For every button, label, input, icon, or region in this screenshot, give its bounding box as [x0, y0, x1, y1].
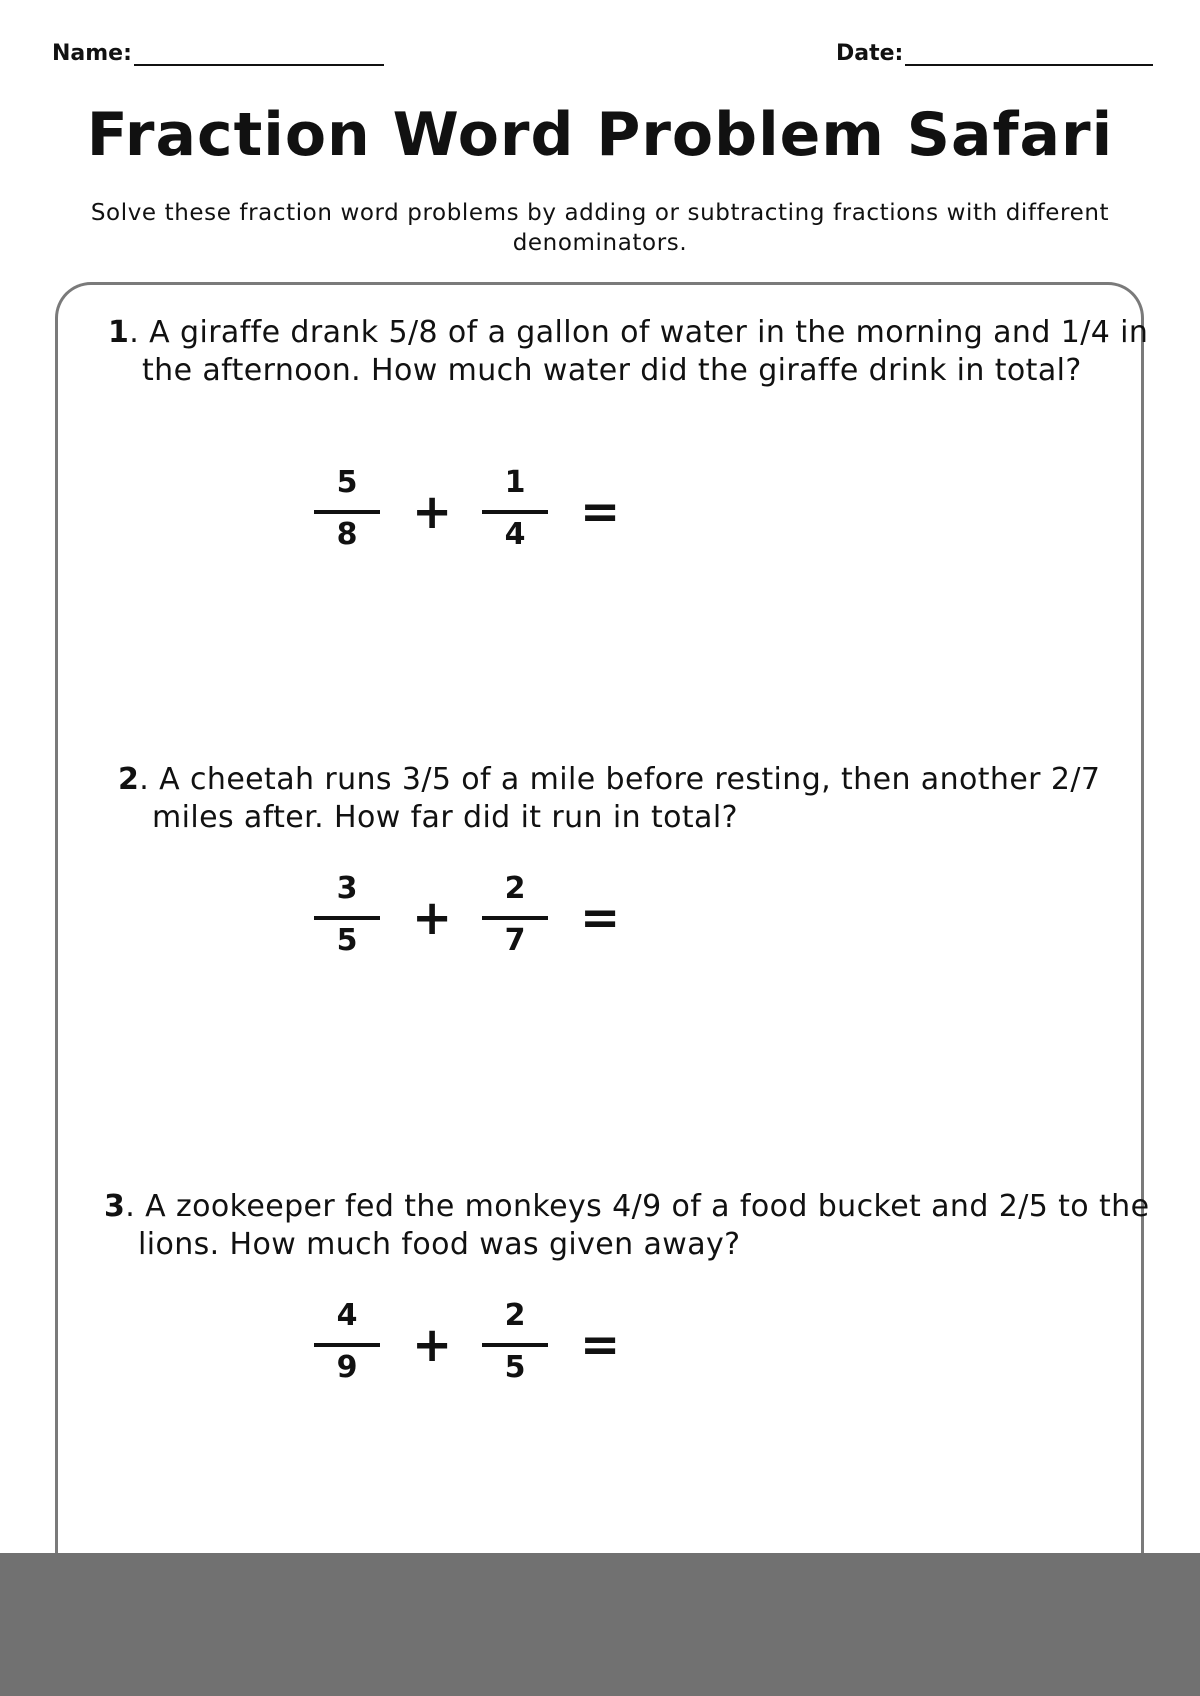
problem-3-equation: [312, 1295, 632, 1395]
problem-2-equation: [312, 868, 632, 968]
date-field[interactable]: [836, 40, 1153, 66]
problem-3-equals-sign: =: [580, 1317, 621, 1373]
problem-1-fraction-a-bar: [314, 510, 380, 514]
problem-3-fraction-b: [480, 1295, 550, 1395]
problem-1-fraction-b: [480, 462, 550, 562]
problem-2-fraction-b-denominator: 7: [504, 923, 526, 958]
name-label: Name:: [52, 41, 132, 66]
problem-1-fraction-a-numerator: 5: [336, 465, 358, 500]
problem-2: 2. A cheetah runs 3/5 of a mile before resting, then another 2/7 miles after. How far did it run in total?: [118, 762, 1101, 835]
problem-2-fraction-a-denominator: 5: [336, 923, 358, 958]
problem-2-fraction-b: [480, 868, 550, 968]
problem-1-plus-sign: +: [412, 484, 453, 540]
problem-2-number: 2: [118, 762, 140, 797]
problem-1: 1. A giraffe drank 5/8 of a gallon of water in the morning and 1/4 in the afternoon. How much water did the giraffe drink in total?: [108, 315, 1149, 388]
problem-1-text: A giraffe drank 5/8 of a gallon of water in the morning and 1/4 in the afternoon. How much water did the giraffe drink in total?: [142, 315, 1149, 388]
problem-3-plus-sign: +: [412, 1317, 453, 1373]
date-write-line[interactable]: [905, 40, 1153, 66]
header-row: [52, 40, 1152, 76]
problem-2-equals-sign: =: [580, 890, 621, 946]
worksheet-title: Fraction Word Problem Safari: [86, 100, 1114, 170]
problem-1-fraction-a: [312, 462, 382, 562]
problem-1-fraction-b-numerator: 1: [504, 465, 526, 500]
problem-3-fraction-a-numerator: 4: [336, 1298, 358, 1333]
problem-1-equation: [312, 462, 632, 562]
problem-3-fraction-a-denominator: 9: [336, 1350, 358, 1385]
name-write-line[interactable]: [134, 40, 384, 66]
problem-1-fraction-b-bar: [482, 510, 548, 514]
problem-2-plus-sign: +: [412, 890, 453, 946]
problem-2-text: A cheetah runs 3/5 of a mile before resting, then another 2/7 miles after. How far did it run in total?: [152, 762, 1101, 835]
problem-3-fraction-b-bar: [482, 1343, 548, 1347]
problem-3-fraction-b-numerator: 2: [504, 1298, 526, 1333]
problem-3-fraction-b-denominator: 5: [504, 1350, 526, 1385]
problem-3-number: 3: [104, 1189, 126, 1224]
problem-2-fraction-b-bar: [482, 916, 548, 920]
date-label: Date:: [836, 41, 904, 66]
footer-band: [0, 1553, 1200, 1696]
problem-2-fraction-a-bar: [314, 916, 380, 920]
instructions: Solve these fraction word problems by adding or subtracting fractions with different denominators.: [90, 200, 1110, 256]
problem-3-text: A zookeeper fed the monkeys 4/9 of a food bucket and 2/5 to the lions. How much food was given away?: [138, 1189, 1150, 1262]
problem-1-equals-sign: =: [580, 484, 621, 540]
problem-1-fraction-b-denominator: 4: [504, 517, 526, 552]
problem-1-number: 1: [108, 315, 130, 350]
name-field[interactable]: [52, 40, 384, 66]
problem-2-fraction-a-numerator: 3: [336, 871, 358, 906]
problem-3-fraction-a: [312, 1295, 382, 1395]
problem-2-fraction-b-numerator: 2: [504, 871, 526, 906]
problem-3: 3. A zookeeper fed the monkeys 4/9 of a food bucket and 2/5 to the lions. How much food was given away?: [104, 1189, 1150, 1262]
problem-1-fraction-a-denominator: 8: [336, 517, 358, 552]
problem-2-fraction-a: [312, 868, 382, 968]
problem-3-fraction-a-bar: [314, 1343, 380, 1347]
